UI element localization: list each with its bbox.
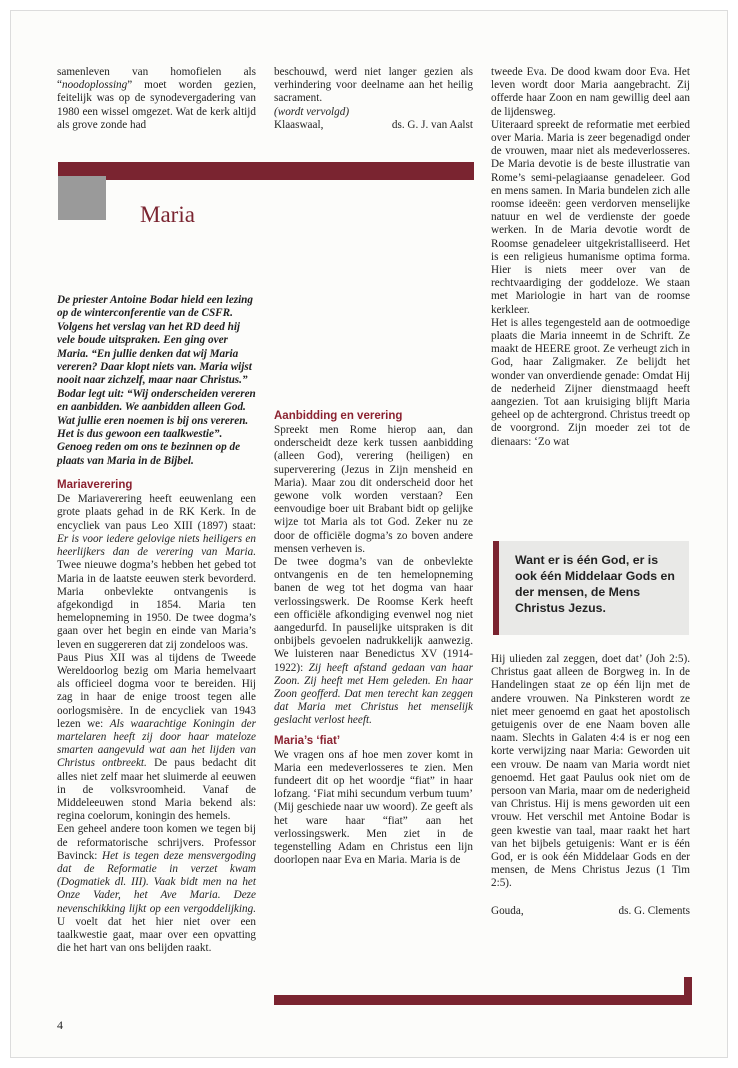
paragraph-2 xyxy=(57,652,256,824)
article-col-3 xyxy=(491,66,690,449)
top-col-2-paragraph: beschouwd, werd niet langer gezien als verhindering voor deelname aan het heilig sacrament. xyxy=(274,66,473,105)
top-signature xyxy=(274,119,473,132)
footer-band-end xyxy=(684,977,692,1005)
top-col-1 xyxy=(57,66,256,132)
italic-quote: Zij heeft afstand gedaan van haar Zoon. Zij heeft met Hem geleden. En haar Zoon geofferd. Dat men terecht kan zeggen dat Maria met Christus het menselijk geslacht verlost heeft. xyxy=(274,661,473,727)
page-number: 4 xyxy=(57,1018,63,1032)
text-run: samenleven van homofielen als “ xyxy=(57,66,256,92)
article-lead: De priester Antoine Bodar hield een lezing op de winterconferentie van de CSFR. Volgens het verslag van het RD deed hij vele boude uitspraken. Een ging over Maria. “En jullie denken dat wij Maria vereren? Daar klopt niets van. Maria wijst nooit naar zichzelf, maar naar Christus.” Bodar legt uit: “Wij onderscheiden vereren en aanbidden. We aanbidden alleen God. Wat jullie eren noemen is bij ons vereren. Het is dus gewoon een taalkwestie”. Genoeg reden om ons te bezinnen op de plaats van Maria in de Bijbel. xyxy=(57,294,256,467)
article-header-band xyxy=(58,162,474,180)
paragraph-7: tweede Eva. De dood kwam door Eva. Het leven wordt door Maria aangebracht. Zij offerde haar Zoon en nam gewillig deel aan de lijdensweg. xyxy=(491,66,690,118)
article-signature-name: ds. G. Clements xyxy=(618,904,690,917)
pull-quote xyxy=(493,541,689,635)
article-title: Maria xyxy=(140,202,195,227)
paragraph-5 xyxy=(274,556,473,728)
continued-note: (wordt vervolgd) xyxy=(274,105,350,118)
italic-quote: Het is tegen deze mensvergoding dat de Reformatie in verzet kwam (Dogmatiek dl. III). Vaak bidt men na het Onze Vader, het Ave Maria. Deze nevenschikking lijkt op een vergoddelijking. xyxy=(57,849,256,915)
article-signature-place: Gouda, xyxy=(491,904,524,917)
italic-quote: Er is voor iedere gelovige niets heiligers en heerlijkers dan de verering van Maria. xyxy=(57,532,256,559)
top-signature-name: ds. G. J. van Aalst xyxy=(391,118,473,131)
text-run: De Mariaverering heeft eeuwenlang een grote plaats gehad in de RK Kerk. In de encycliek van paus Leo XIII (1897) staat: xyxy=(57,493,256,532)
article-col-2 xyxy=(274,403,473,868)
text-run: Paus Pius XII was al tijdens de Tweede Wereldoorlog bezig om Maria hemelvaart als officieel dogma voor te bereiden. Hij zag in haar de enige troost tegen alle oorlogsmisère. In de encycliek van 1943 lezen we: xyxy=(57,651,256,730)
italic-quote: noodoplossing xyxy=(61,79,128,92)
paragraph-6: We vragen ons af hoe men zover komt in Maria een medeverlosseres te zien. Men fundeert dit op het woordje “fiat” in haar lofzang. ‘Fiat mihi secundum verbum tuum’ (Mij geschiede naar uw woord). Ze geeft als het ware haar “fiat” aan het verlossingswerk. Men ziet in de tegenstelling Adam en Christus een lijn doorlopen naar Eva en Maria. Maria is de xyxy=(274,748,473,867)
subheading-mariaverering: Mariaverering xyxy=(57,479,133,492)
subheading-aanbidding: Aanbidding en verering xyxy=(274,410,403,422)
paragraph-4: Spreekt men Rome hierop aan, dan onderscheidt deze kerk tussen aanbidding (alleen God), verering (heiligen) en superverering (Jezus in Zijn mensheid en Maria). Maar zou dit onderscheid door het gewone volk worden verstaan? Een eenvoudige boer uit Brabant bidt op gelijke wijze tot Maria als tot God. Zeker nu ze door de officiële dogma’s zo boven andere mensen verheven is. xyxy=(274,424,473,555)
text-run: ” moet worden gezien, feitelijk was op de synodevergadering van 1980 een wissel omgezet. Wat de kerk altijd als grove zonde had xyxy=(57,79,256,131)
text-run: Twee nieuwe dogma’s hebben het gebed tot Maria in de laatste eeuwen sterk bevorderd. Maria onbevlekte ontvangenis is afgekondigd in 1854. Maria ten hemelopneming in 1950. De twee dogma’s gaan over het begin en einde van Maria’s leven en suggereren dat zij zondeloos was. xyxy=(57,559,256,651)
paragraph-1 xyxy=(57,493,256,651)
top-signature-place: Klaaswaal, xyxy=(274,118,324,131)
pull-quote-text: Want er is één God, er is ook één Middelaar Gods en der mensen, de Mens Christus Jezus. xyxy=(515,553,675,615)
article-col-1 xyxy=(57,294,256,955)
text-run: De twee dogma’s van de onbevlekte ontvangenis en de ten hemelopneming banen de weg tot het dogma van haar verlossingswerk. De Roomse Kerk heeft een officiële afkondiging evenwel nog niet aangedurfd. In pauselijke uitspraken is dit onbijbels gevoelen nadrukkelijk aanwezig. We luisteren naar Benedictus XV (1914-1922): xyxy=(274,556,473,674)
paragraph-10: Hij ulieden zal zeggen, doet dat’ (Joh 2:5). Christus gaat alleen de Borgweg in. In de Handelingen staat ze op één lijn met de andere vrouwen. Na Pinksteren wordt ze niet meer genoemd en gaat het apostolisch getuigenis over de ene Naam boven alle naam. Slechts in Galaten 4:4 is er nog een korte verwijzing naar Maria: Geworden uit een vrouw. De naam van Maria wordt niet genoemd. Het gaat Paulus ook niet om de persoon van Maria, maar om de nederigheid van Christus. Hij is mens geworden uit een vrouw. Het verschil met Antoine Bodar is geen kwestie van taal, maar raakt het hart van het bijbels getuigenis: Want er is één God, er is ook één Middelaar Gods en der mensen, de Mens Christus Jezus (1 Tim 2:5). xyxy=(491,653,690,890)
text-run: De paus bedacht dit alles niet zelf maar het sluimerde al eeuwen in de volksvroomheid. Vanaf de Middeleeuwen stond Maria bekend als: regina coelorum, koningin des hemels. xyxy=(57,757,257,823)
paragraph-3 xyxy=(57,823,256,955)
top-col-1-paragraph xyxy=(57,66,256,132)
text-run: Een geheel andere toon komen we tegen bij de reformatorische schrijvers. Professor Bavinck: xyxy=(57,823,256,862)
article-signature xyxy=(491,905,690,918)
paragraph-9: Het is alles tegengesteld aan de ootmoedige plaats die Maria inneemt in de Schrift. Ze maakt de HEERE groot. Ze verheugt zich in God, haar Zaligmaker. Ze belijdt het wonder van onverdiende genade: Omdat Hij de nederheid Zijner dienstmaagd heeft aangezien. Tot aan kruisiging blijft Maria geheel op de achtergrond. Christus treedt op de voorgrond. Zijn moeder zei tot de dienaars: ‘Zo wat xyxy=(491,316,690,448)
article-header-square xyxy=(58,176,106,220)
text-run: U voelt dat het hier niet over een taalkwestie gaat, maar over een opvatting die het hart van ons belijden raakt. xyxy=(57,915,256,955)
subheading-fiat: Maria’s ‘fiat’ xyxy=(274,734,341,747)
footer-band xyxy=(274,995,688,1005)
italic-quote: Als waarachtige Koningin der martelaren heeft zij door haar mateloze smarten aangevuld wat aan het lijden van Christus ontbreekt. xyxy=(57,717,256,770)
top-col-2 xyxy=(274,66,473,132)
article-col-3-lower xyxy=(491,653,690,918)
paragraph-8: Uiteraard spreekt de reformatie met eerbied over Maria. Maria is zeer begenadigd onder de vrouwen, maar niet als medeverlosseres. De Maria devotie is de beste illustratie van Rome’s semi-pelagiaanse genadeleer. God en mens samen. In Maria bundelen zich alle roomse ideeën: geen verdorven menselijke natuur en wel de verdienste der goede werken. In de Maria devotie wordt de Roomse genadeleer uitgekristalliseerd. Het is een religieus humanisme optima forma. Hier is niets meer over van de rechtvaardiging der goddeloze. We staan met Mariologie in hart van de roomse kerkleer. xyxy=(491,118,690,316)
